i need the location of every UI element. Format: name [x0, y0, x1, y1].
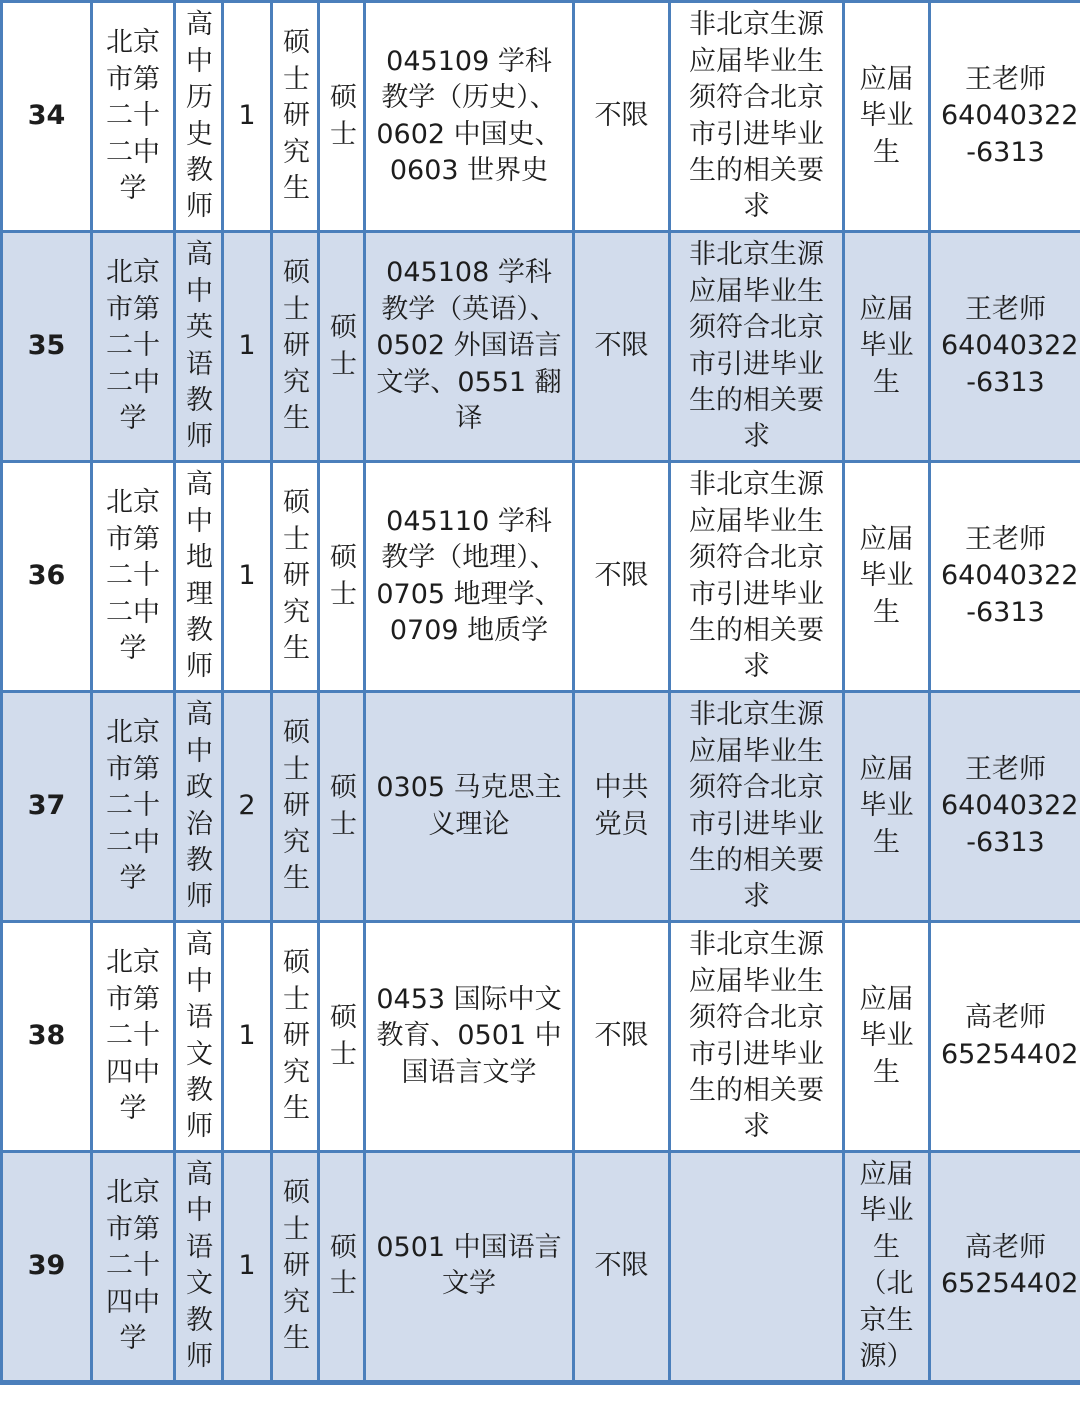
cell-requirement: [670, 1152, 844, 1383]
cell-contact: [930, 2, 1080, 232]
cell-count: 1: [223, 462, 272, 692]
contact-line: 高老师: [965, 1231, 1046, 1263]
cell-education: 硕士研究生: [272, 922, 319, 1152]
cell-politics: 不限: [574, 2, 670, 232]
cell-degree: 硕士: [319, 462, 365, 692]
cell-majors: 0453 国际中文教育、0501 中国语言文学: [365, 922, 574, 1152]
cell-politics: 不限: [574, 922, 670, 1152]
cell-count: 1: [223, 232, 272, 462]
table-row: [2, 2, 1080, 232]
cell-row-no: 38: [2, 922, 92, 1152]
contact-line: 高老师: [965, 1002, 1046, 1034]
contact-line: 王老师: [965, 523, 1046, 555]
cell-grad-type: 应届毕业生（北京生源）: [844, 1152, 930, 1383]
contact-line: -6313: [966, 366, 1045, 398]
table-row: [2, 232, 1080, 462]
contact-line: 64040322: [941, 100, 1079, 132]
cell-school: 北京市第二十二中学: [92, 692, 175, 922]
cell-education: 硕士研究生: [272, 692, 319, 922]
cell-row-no: 36: [2, 462, 92, 692]
cell-majors: 0501 中国语言文学: [365, 1152, 574, 1383]
contact-line: -6313: [966, 826, 1045, 858]
contact-line: 王老师: [965, 293, 1046, 325]
table-row: [2, 922, 1080, 1152]
cell-politics: 不限: [574, 232, 670, 462]
cell-education: 硕士研究生: [272, 462, 319, 692]
table-row: [2, 692, 1080, 922]
table-row: [2, 462, 1080, 692]
cell-grad-type: 应届毕业生: [844, 232, 930, 462]
cell-contact: [930, 692, 1080, 922]
contact-line: 王老师: [965, 63, 1046, 95]
cell-requirement: 非北京生源应届毕业生须符合北京市引进毕业生的相关要求: [670, 922, 844, 1152]
contact-line: 65254402: [941, 1268, 1079, 1300]
cell-row-no: 39: [2, 1152, 92, 1383]
contact-line: 王老师: [965, 753, 1046, 785]
cell-position: 高中语文教师: [175, 922, 223, 1152]
cell-position: 高中语文教师: [175, 1152, 223, 1383]
contact-line: -6313: [966, 136, 1045, 168]
cell-degree: 硕士: [319, 2, 365, 232]
cell-degree: 硕士: [319, 1152, 365, 1383]
cell-contact: [930, 1152, 1080, 1383]
cell-grad-type: 应届毕业生: [844, 922, 930, 1152]
cell-row-no: 37: [2, 692, 92, 922]
cell-position: 高中英语教师: [175, 232, 223, 462]
cell-count: 1: [223, 1152, 272, 1383]
cell-education: 硕士研究生: [272, 232, 319, 462]
cell-school: 北京市第二十二中学: [92, 232, 175, 462]
contact-line: 65254402: [941, 1038, 1079, 1070]
contact-line: 64040322: [941, 790, 1079, 822]
cell-requirement: 非北京生源应届毕业生须符合北京市引进毕业生的相关要求: [670, 692, 844, 922]
cell-grad-type: 应届毕业生: [844, 692, 930, 922]
cell-row-no: 35: [2, 232, 92, 462]
cell-school: 北京市第二十四中学: [92, 1152, 175, 1383]
cell-row-no: 34: [2, 2, 92, 232]
cell-school: 北京市第二十二中学: [92, 2, 175, 232]
cell-contact: [930, 462, 1080, 692]
cell-school: 北京市第二十二中学: [92, 462, 175, 692]
contact-line: -6313: [966, 596, 1045, 628]
cell-majors: 045110 学科教学（地理）、0705 地理学、0709 地质学: [365, 462, 574, 692]
cell-count: 1: [223, 2, 272, 232]
cell-majors: 045109 学科教学（历史）、0602 中国史、0603 世界史: [365, 2, 574, 232]
table-row: [2, 1152, 1080, 1383]
cell-politics: 不限: [574, 462, 670, 692]
cell-degree: 硕士: [319, 922, 365, 1152]
cell-requirement: 非北京生源应届毕业生须符合北京市引进毕业生的相关要求: [670, 232, 844, 462]
contact-line: 64040322: [941, 560, 1079, 592]
cell-requirement: 非北京生源应届毕业生须符合北京市引进毕业生的相关要求: [670, 462, 844, 692]
cell-politics: 中共党员: [574, 692, 670, 922]
cell-education: 硕士研究生: [272, 2, 319, 232]
cell-contact: [930, 232, 1080, 462]
contact-line: 64040322: [941, 330, 1079, 362]
cell-requirement: 非北京生源应届毕业生须符合北京市引进毕业生的相关要求: [670, 2, 844, 232]
cell-position: 高中历史教师: [175, 2, 223, 232]
cell-contact: [930, 922, 1080, 1152]
cell-education: 硕士研究生: [272, 1152, 319, 1383]
cell-grad-type: 应届毕业生: [844, 462, 930, 692]
cell-school: 北京市第二十四中学: [92, 922, 175, 1152]
cell-position: 高中政治教师: [175, 692, 223, 922]
cell-majors: 0305 马克思主义理论: [365, 692, 574, 922]
cell-position: 高中地理教师: [175, 462, 223, 692]
cell-politics: 不限: [574, 1152, 670, 1383]
cell-count: 2: [223, 692, 272, 922]
cell-grad-type: 应届毕业生: [844, 2, 930, 232]
cell-count: 1: [223, 922, 272, 1152]
cell-majors: 045108 学科教学（英语）、0502 外国语言文学、0551 翻译: [365, 232, 574, 462]
cell-degree: 硕士: [319, 232, 365, 462]
cell-degree: 硕士: [319, 692, 365, 922]
